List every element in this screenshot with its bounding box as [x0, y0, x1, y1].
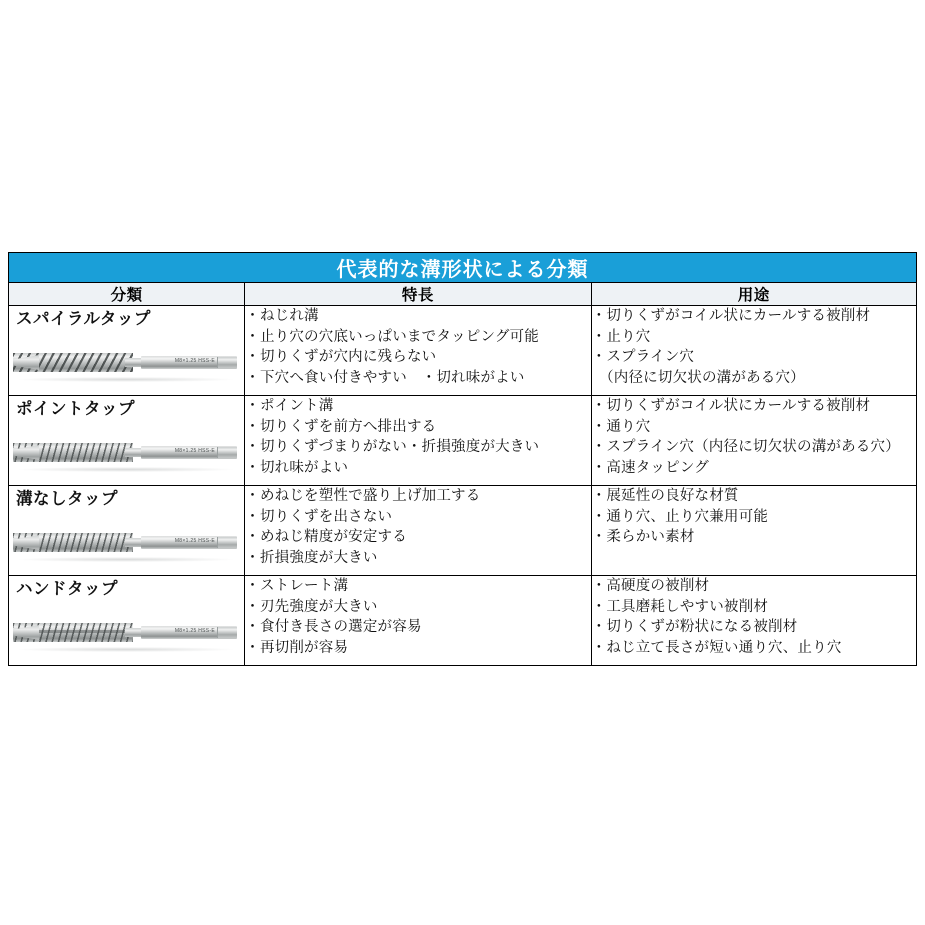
use-item: （内径に切欠状の溝がある穴） [591, 369, 805, 386]
column-header-uses: 用途 [591, 283, 916, 306]
classification-cell [9, 576, 245, 666]
classification-label: ハンドタップ [16, 580, 118, 598]
uses-cell [591, 576, 916, 666]
use-item: ・ねじ立て長さが短い通り穴、止り穴 [591, 639, 842, 656]
features-cell [245, 396, 591, 486]
use-item: ・止り穴 [591, 328, 651, 345]
column-header-classification: 分類 [9, 283, 245, 306]
feature-item: ・ストレート溝 [245, 578, 349, 594]
classification-label: スパイラルタップ [16, 310, 151, 328]
classification-cell [9, 306, 245, 396]
classification-cell [9, 486, 245, 576]
classification-table-container [8, 252, 917, 666]
column-header-features: 特長 [245, 283, 591, 306]
features-cell [245, 486, 591, 576]
use-item: ・スプライン穴 [591, 349, 695, 366]
use-item: ・切りくずがコイル状にカールする被削材 [591, 308, 871, 324]
feature-item: ・切りくずが穴内に残らない [245, 349, 437, 366]
feature-item: ・めねじ精度が安定する [245, 529, 407, 546]
table-row [9, 396, 917, 486]
feature-item: ・食付き長さの選定が容易 [245, 619, 422, 636]
tool-marking-text: M8×1.25 HSS-E [174, 447, 215, 454]
table-row [9, 576, 917, 666]
table-header-row [9, 283, 917, 306]
classification-cell [9, 396, 245, 486]
feature-item: ・切りくずづまりがない・折損強度が大きい [245, 439, 540, 456]
spiral-tap-photo [9, 333, 241, 389]
tool-marking-text: M8×1.25 HSS-E [174, 627, 215, 634]
uses-cell [591, 396, 916, 486]
tool-marking-text: M8×1.25 HSS-E [174, 357, 215, 364]
feature-item: ・止り穴の穴底いっぱいまでタッピング可能 [245, 328, 539, 345]
table-title: 代表的な溝形状による分類 [9, 253, 917, 283]
feature-item: ・再切削が容易 [245, 639, 349, 656]
use-item: ・柔らかい素材 [591, 529, 695, 546]
fluteless-tap-photo [9, 513, 241, 569]
table-title-row [9, 253, 917, 283]
feature-item: ・切りくずを出さない [245, 508, 393, 525]
classification-table [8, 252, 917, 666]
table-row [9, 306, 917, 396]
hand-tap-photo [9, 603, 241, 659]
use-item: ・通り穴 [591, 418, 651, 435]
use-item: ・スプライン穴（内径に切欠状の溝がある穴） [591, 439, 900, 456]
feature-item: ・ポイント溝 [245, 398, 334, 414]
uses-cell [591, 486, 916, 576]
point-tap-photo [9, 423, 241, 479]
feature-item: ・折損強度が大きい [245, 549, 378, 566]
use-item: ・切りくずが粉状になる被削材 [591, 619, 798, 636]
classification-label: 溝なしタップ [16, 490, 118, 508]
feature-item: ・切りくずを前方へ排出する [245, 418, 437, 435]
use-item: ・高速タッピング [591, 459, 709, 476]
use-item: ・工具磨耗しやすい被削材 [591, 598, 769, 615]
use-item: ・高硬度の被削材 [591, 578, 710, 594]
feature-item: ・切れ味がよい [245, 459, 349, 476]
feature-item: ・刃先強度が大きい [245, 598, 378, 615]
tool-marking-text: M8×1.25 HSS-E [174, 537, 215, 544]
uses-cell [591, 306, 916, 396]
features-cell [245, 306, 591, 396]
classification-label: ポイントタップ [16, 400, 135, 418]
features-cell [245, 576, 591, 666]
feature-item: ・下穴へ食い付きやすい ・切れ味がよい [245, 369, 525, 386]
use-item: ・通り穴、止り穴兼用可能 [591, 508, 769, 525]
feature-item: ・めねじを塑性で盛り上げ加工する [245, 488, 481, 504]
use-item: ・展延性の良好な材質 [591, 488, 739, 504]
use-item: ・切りくずがコイル状にカールする被削材 [591, 398, 871, 414]
table-row [9, 486, 917, 576]
feature-item: ・ねじれ溝 [245, 308, 319, 324]
